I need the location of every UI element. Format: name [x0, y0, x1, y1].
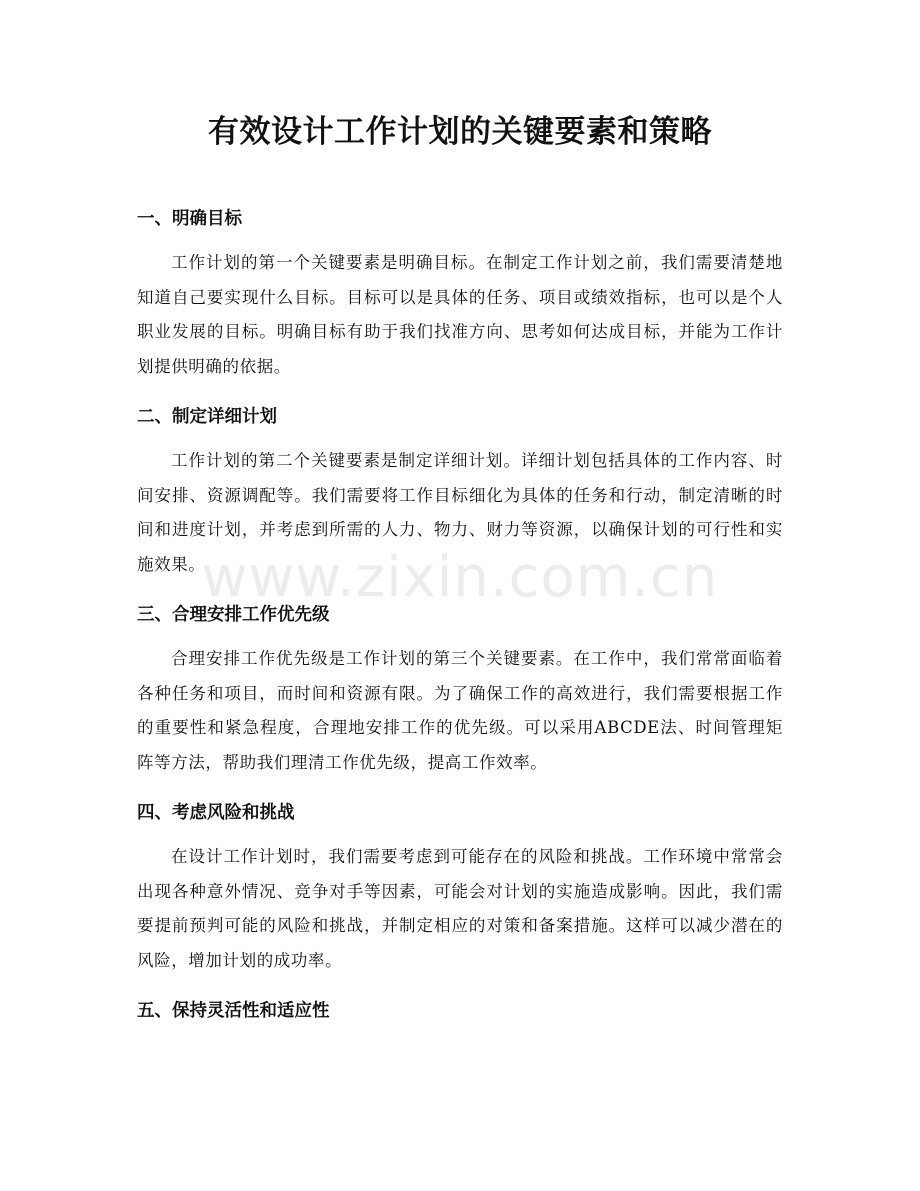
section-2 [137, 402, 783, 582]
section-4 [137, 798, 783, 978]
document-title: 有效设计工作计划的关键要素和策略 [208, 114, 712, 150]
section-5 [137, 996, 783, 1026]
section-1 [137, 204, 783, 384]
watermark: www.zixin.com.cn [201, 545, 719, 610]
section-paragraph: 在设计工作计划时，我们需要考虑到可能存在的风险和挑战。工作环境中常常会出现各种意外情况、竞争对手等因素，可能会对计划的实施造成影响。因此，我们需要提前预判可能的风险和挑战，并制定相应的对策和备案措施。这样可以减少潜在的风险，增加计划的成功率。 [137, 847, 783, 970]
section-heading: 一、明确目标 [137, 209, 242, 229]
section-heading: 二、制定详细计划 [137, 407, 277, 427]
section-heading: 四、考虑风险和挑战 [137, 803, 295, 823]
section-paragraph: 工作计划的第一个关键要素是明确目标。在制定工作计划之前，我们需要清楚地知道自己要实现什么目标。目标可以是具体的任务、项目或绩效指标，也可以是个人职业发展的目标。明确目标有助于我们找准方向、思考如何达成目标，并能为工作计划提供明确的依据。 [137, 253, 783, 376]
section-paragraph: 合理安排工作优先级是工作计划的第三个关键要素。在工作中，我们常常面临着各种任务和项目，而时间和资源有限。为了确保工作的高效进行，我们需要根据工作的重要性和紧急程度，合理地安排工作的优先级。可以采用ABCDE法、时间管理矩阵等方法，帮助我们理清工作优先级，提高工作效率。 [137, 649, 783, 772]
section-heading: 三、合理安排工作优先级 [137, 605, 330, 625]
section-heading: 五、保持灵活性和适应性 [137, 1001, 330, 1021]
section-paragraph: 工作计划的第二个关键要素是制定详细计划。详细计划包括具体的工作内容、时间安排、资源调配等。我们需要将工作目标细化为具体的任务和行动，制定清晰的时间和进度计划，并考虑到所需的人力、物力、财力等资源，以确保计划的可行性和实施效果。 [137, 451, 783, 574]
section-3 [137, 600, 783, 780]
